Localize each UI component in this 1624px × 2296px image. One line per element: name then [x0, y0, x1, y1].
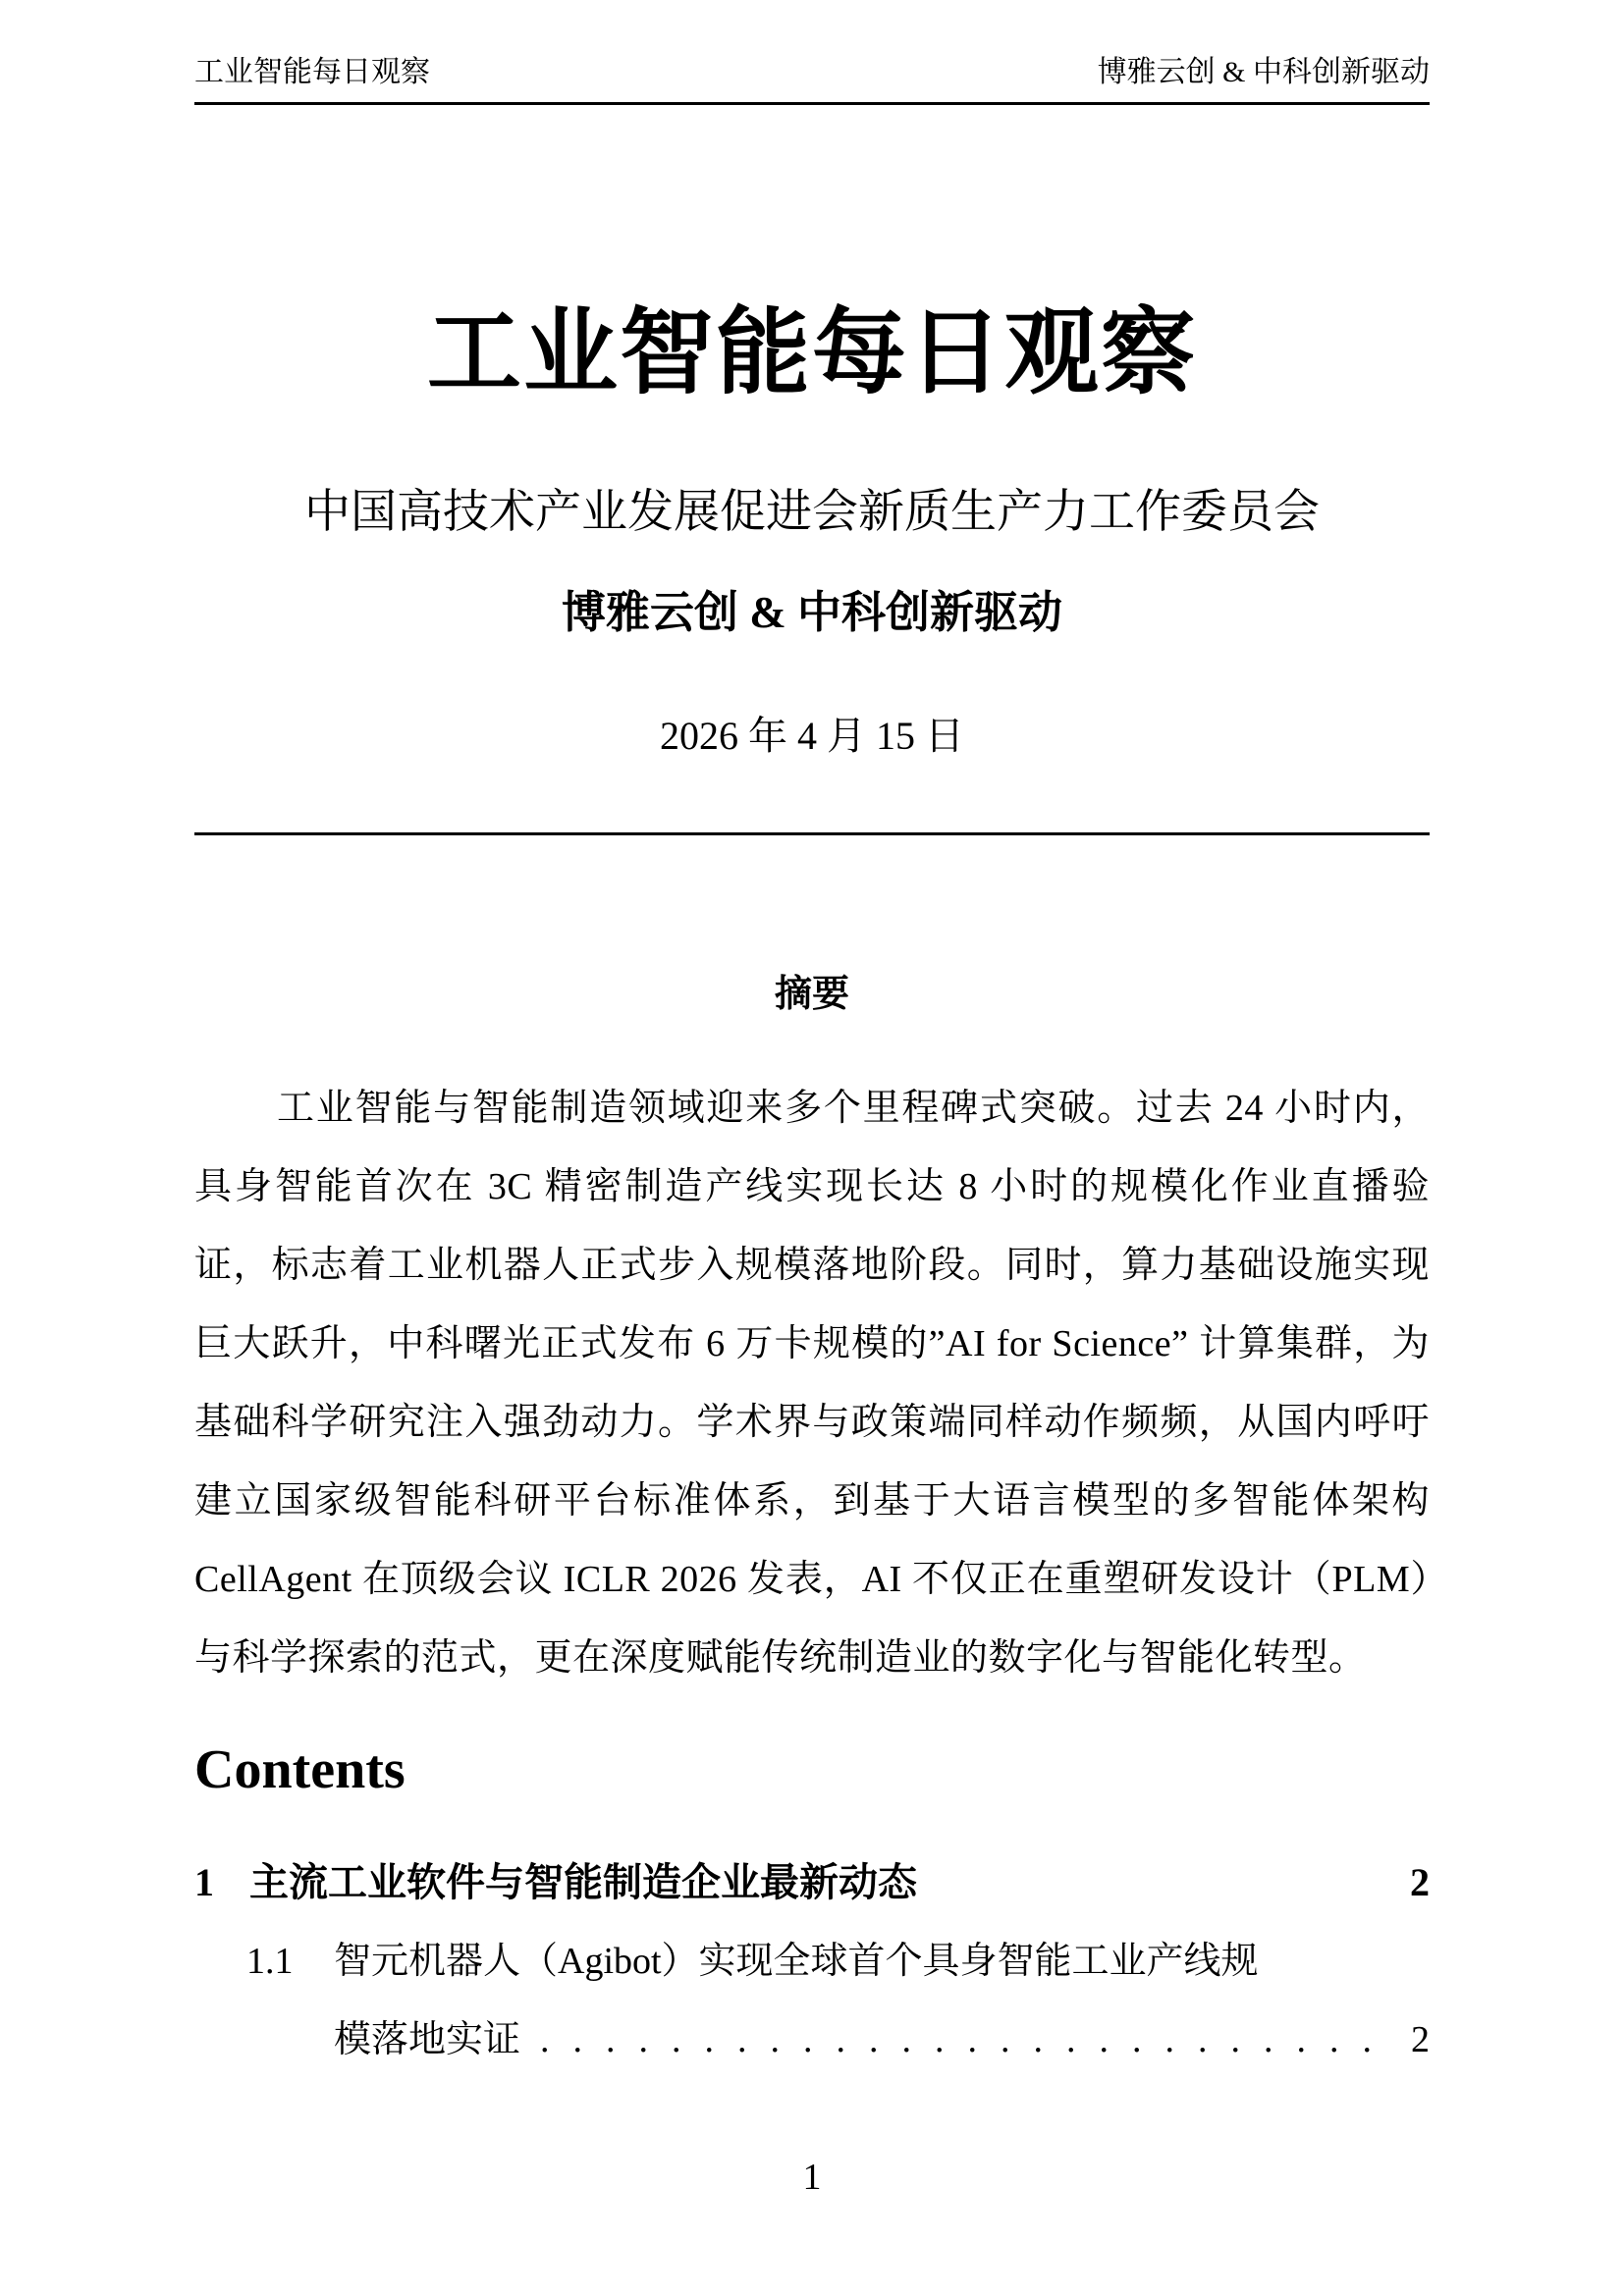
document-date: 2026 年 4 月 15 日: [660, 713, 964, 758]
toc-dot-leader: ..........................: [540, 2019, 1396, 2060]
toc-subsection-label-line2: 模落地实证: [334, 2018, 521, 2060]
toc-subsection-line1: [194, 1942, 1430, 1983]
document-organization: 博雅云创 & 中科创新驱动: [562, 588, 1062, 638]
toc-section-page-number: 2: [1410, 1860, 1430, 1905]
toc-subsection-page-number: 2: [1411, 2018, 1430, 2060]
running-header-right: 博雅云创 & 中科创新驱动: [1097, 56, 1430, 88]
toc-entry-section-1[interactable]: [194, 1861, 1430, 1904]
abstract-text: 工业智能与智能制造领域迎来多个里程碑式突破。过去 24 小时内，具身智能首次在 3C 精密制造产线实现长达 8 小时的规模化作业直播验证，标志着工业机器人正式步入规模落地阶段。同时，算力基础设施实现巨大跃升，中科曙光正式发布 6 万卡规模的”AI for Science” 计算集群，为基础科学研究注入强劲动力。学术界与政策端同样动作频频，从国内呼吁建立国家级智能科研平台标准体系，到基于大语言模型的多智能体架构 CellAgent 在顶级会议 ICLR 2026 发表，AI 不仅正在重塑研发设计（PLM）与科学探索的范式，更在深度赋能传统制造业的数字化与智能化转型。: [194, 1087, 1430, 1679]
contents-heading: Contents: [194, 1738, 406, 1800]
toc-subsection-line2: [334, 2020, 1430, 2061]
running-header-left: 工业智能每日观察: [194, 56, 430, 88]
running-header: [194, 55, 1430, 105]
page-footer: [0, 2156, 1624, 2199]
title-separator-rule: [194, 832, 1430, 835]
toc-section-number: 1: [194, 1860, 214, 1905]
table-of-contents: [194, 1740, 1430, 2061]
toc-section-label: 主流工业软件与智能制造企业最新动态: [249, 1860, 917, 1905]
toc-subsection-number: 1.1: [246, 1941, 294, 1983]
abstract-heading: 摘要: [774, 973, 849, 1015]
toc-entry-subsection-1-1[interactable]: [194, 1942, 1430, 2061]
toc-subsection-label-line1: 智元机器人（Agibot）实现全球首个具身智能工业产线规: [334, 1941, 1259, 1983]
document-title: 工业智能每日观察: [427, 300, 1197, 405]
document-subtitle: 中国高技术产业发展促进会新质生产力工作委员会: [304, 486, 1320, 538]
page-number: 1: [802, 2157, 822, 2198]
abstract-section: [194, 975, 1430, 1697]
